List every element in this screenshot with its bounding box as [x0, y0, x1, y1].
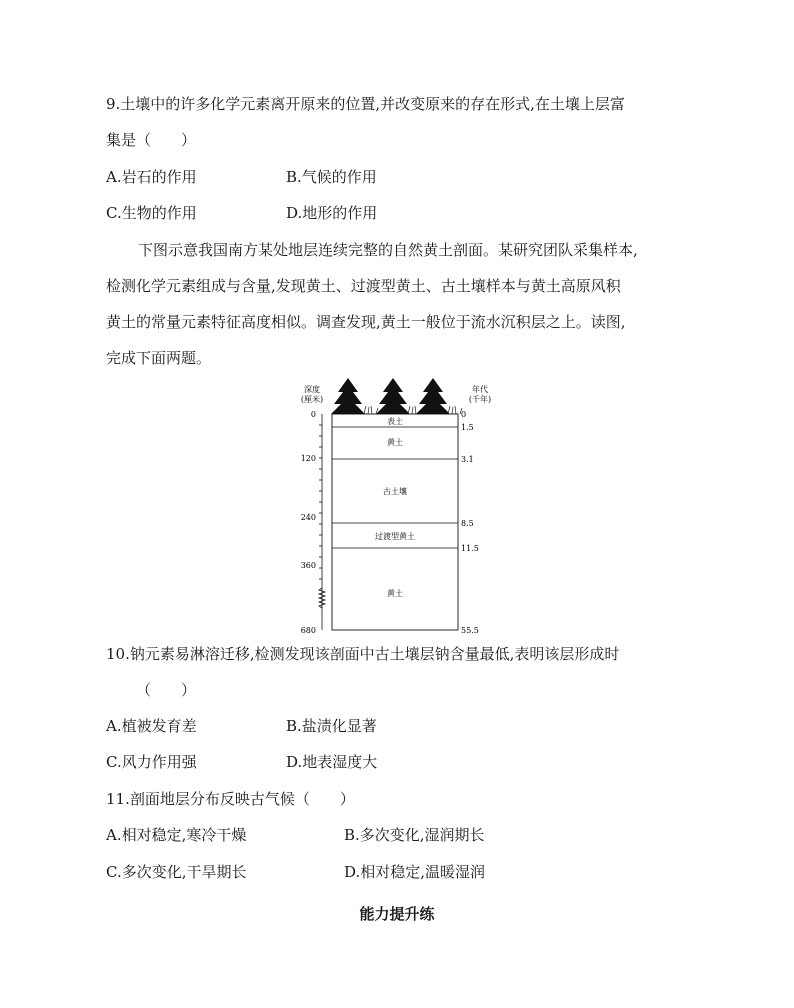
q10-option-d: D.地表湿度大 — [286, 753, 378, 771]
depth-label-1: 深度 — [304, 385, 320, 394]
q9-option-a: A.岩石的作用 — [106, 168, 197, 186]
q9-option-b: B.气候的作用 — [286, 168, 377, 186]
age-tick-0: 0 — [461, 410, 467, 419]
age-tick-11-5: 11.5 — [461, 544, 479, 553]
q11-option-a: A.相对稳定,寒冷干燥 — [106, 826, 247, 844]
depth-tick-240: 240 — [300, 513, 316, 522]
age-tick-3-1: 3.1 — [461, 455, 474, 464]
q10-option-b: B.盐渍化显著 — [286, 717, 377, 735]
q11-option-b: B.多次变化,湿润期长 — [344, 826, 485, 844]
age-label-2: (千年) — [468, 395, 492, 404]
q9-stem-line2: 集是（ ） — [106, 131, 197, 149]
age-tick-8-5: 8.5 — [461, 519, 474, 528]
passage-line1: 下图示意我国南方某处地层连续完整的自然黄土剖面。某研究团队采集样本, — [138, 241, 638, 259]
depth-tick-0: 0 — [310, 410, 316, 419]
section-title: 能力提升练 — [359, 905, 435, 923]
passage-line2: 检测化学元素组成与含量,发现黄土、过渡型黄土、古土壤样本与黄土高原风积 — [106, 277, 621, 295]
q11-option-c: C.多次变化,干旱期长 — [106, 863, 247, 881]
q10-option-a: A.植被发育差 — [106, 717, 197, 735]
q9-stem-line1: 9.土壤中的许多化学元素离开原来的位置,并改变原来的存在形式,在土壤上层富 — [106, 95, 625, 113]
q10-option-c: C.风力作用强 — [106, 753, 197, 771]
age-tick-55-5: 55.5 — [461, 626, 479, 635]
q10-stem-line1: 10.钠元素易淋溶迁移,检测发现该剖面中古土壤层钠含量最低,表明该层形成时 — [106, 645, 620, 663]
soil-profile-figure — [290, 374, 510, 636]
q10-stem-line2: （ ） — [136, 681, 197, 699]
passage-line3: 黄土的常量元素特征高度相似。调查发现,黄土一般位于流水沉积层之上。读图, — [106, 313, 626, 331]
q11-stem: 11.剖面地层分布反映古气候（ ） — [106, 790, 355, 808]
layer-topsoil: 表土 — [387, 417, 403, 426]
depth-tick-360: 360 — [300, 561, 316, 570]
layer-paleosol: 古土壤 — [383, 487, 407, 496]
depth-tick-120: 120 — [300, 454, 316, 463]
q11-option-d: D.相对稳定,温暖湿润 — [344, 863, 486, 881]
layer-loess-upper: 黄土 — [387, 438, 403, 447]
age-label-1: 年代 — [472, 385, 488, 394]
depth-label-2: (厘米) — [300, 395, 324, 404]
depth-tick-680: 680 — [300, 626, 316, 635]
layer-transitional-loess: 过渡型黄土 — [375, 532, 415, 541]
age-tick-1-5: 1.5 — [461, 423, 474, 432]
passage-line4: 完成下面两题。 — [106, 349, 212, 367]
layer-loess-lower: 黄土 — [387, 589, 403, 598]
q9-option-c: C.生物的作用 — [106, 204, 197, 222]
q9-option-d: D.地形的作用 — [286, 204, 378, 222]
